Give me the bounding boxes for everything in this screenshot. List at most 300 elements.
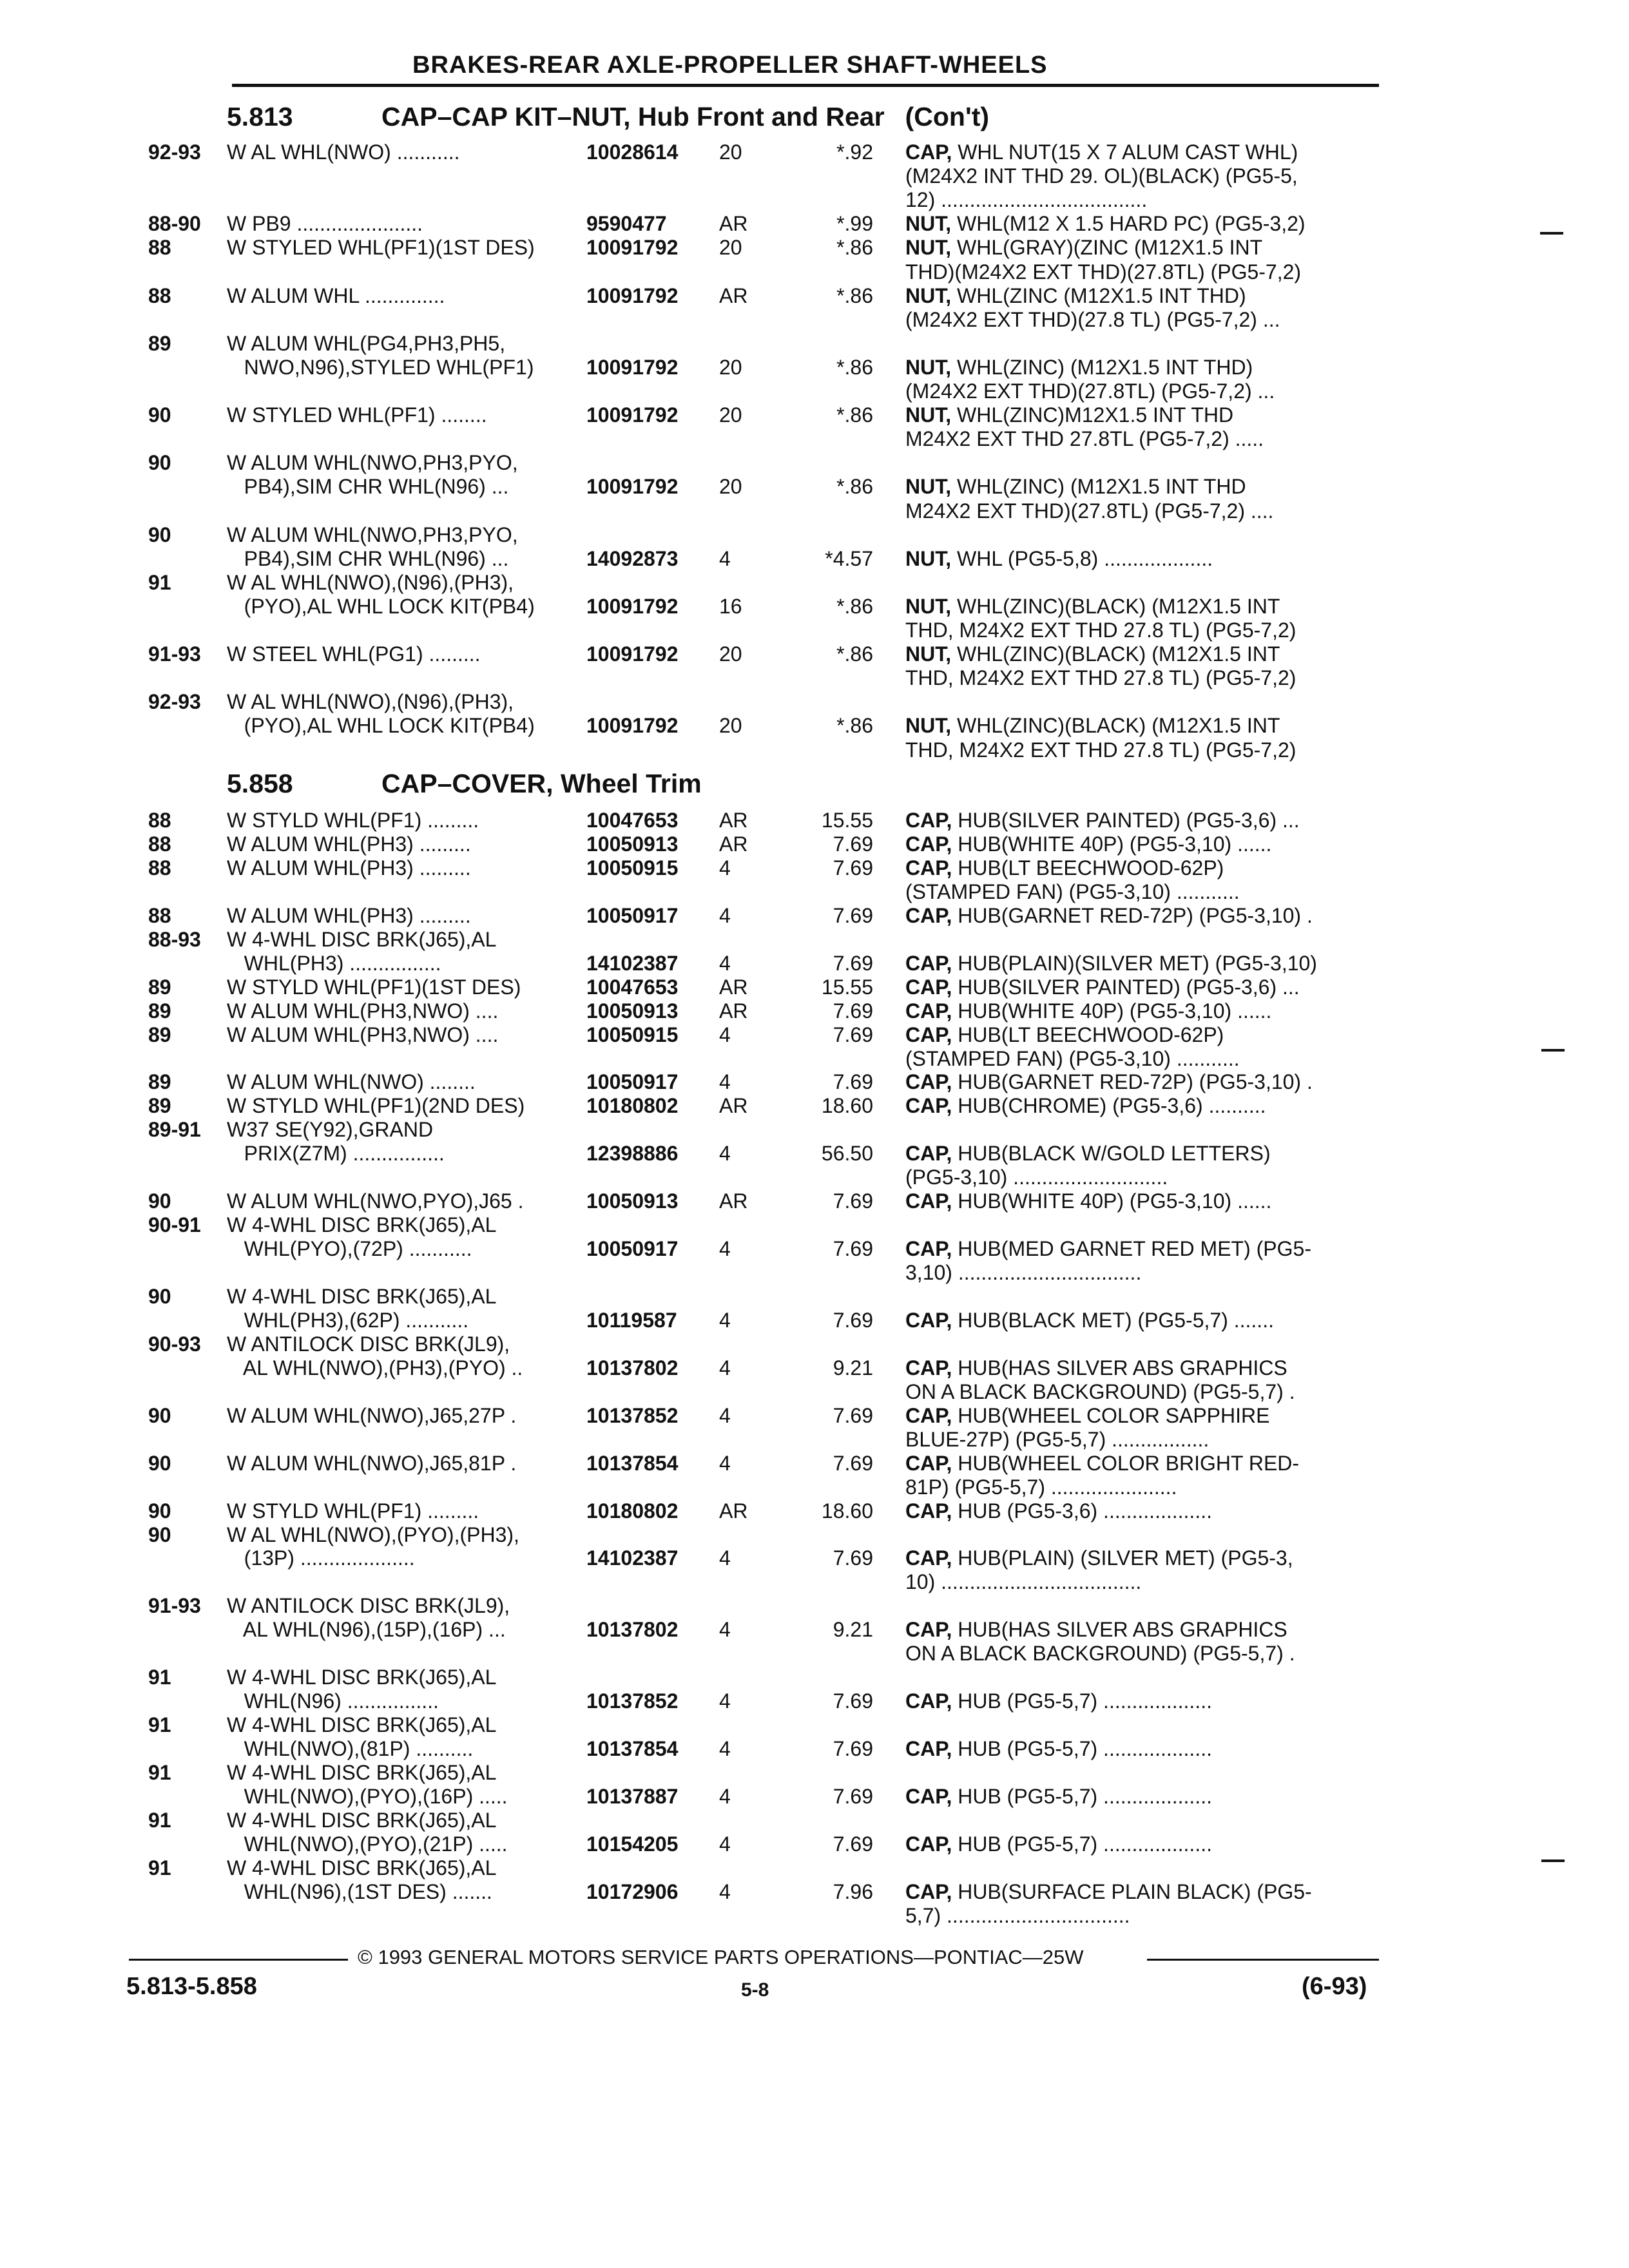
price: 7.69 — [833, 951, 873, 975]
part-number: 10050913 — [586, 999, 679, 1023]
part-number: 10180802 — [586, 1094, 679, 1118]
part-detail: WHL (PG5-5,8) ................... — [951, 546, 1213, 570]
part-noun: CAP, — [905, 1784, 952, 1808]
part-detail: HUB(SILVER PAINTED) (PG5-3,6) ... — [952, 975, 1300, 999]
part-detail: (M24X2 EXT THD)(27.8 TL) (PG5-7,2) ... — [905, 307, 1280, 331]
part-detail: HUB(SURFACE PLAIN BLACK) (PG5- — [952, 1879, 1312, 1903]
part-number: 14102387 — [586, 1546, 679, 1570]
part-detail: WHL NUT(15 X 7 ALUM CAST WHL) — [952, 140, 1298, 164]
part-description — [905, 1880, 1376, 1904]
price: 7.69 — [833, 1784, 873, 1808]
part-description — [905, 1737, 1376, 1761]
part-detail: 3,10) ................................ — [905, 1261, 1142, 1285]
price: 7.69 — [833, 1189, 873, 1213]
quantity: 4 — [719, 1784, 731, 1808]
usage-description: (PYO),AL WHL LOCK KIT(PB4) — [227, 714, 535, 738]
part-detail: M24X2 EXT THD 27.8TL (PG5-7,2) ..... — [905, 427, 1264, 451]
part-description — [905, 1356, 1376, 1380]
usage-description: WHL(PH3),(62P) ........... — [227, 1308, 469, 1332]
usage-description: WHL(PH3) ................ — [227, 951, 441, 975]
price: 7.69 — [833, 1451, 873, 1475]
price: 7.69 — [833, 1403, 873, 1427]
usage-description: W STYLD WHL(PF1)(2ND DES) — [227, 1094, 525, 1118]
quantity: 4 — [719, 1689, 731, 1713]
quantity: 20 — [719, 140, 742, 164]
part-detail: HUB(WHEEL COLOR BRIGHT RED- — [952, 1451, 1300, 1475]
part-detail: (STAMPED FAN) (PG5-3,10) ........... — [905, 879, 1240, 903]
part-noun: CAP, — [905, 1070, 952, 1094]
usage-description: (13P) .................... — [227, 1546, 415, 1570]
usage-description: W ALUM WHL .............. — [227, 284, 445, 307]
part-description — [905, 880, 1376, 904]
quantity: AR — [719, 975, 748, 999]
usage-description: WHL(N96) ................ — [227, 1689, 439, 1713]
model-year: 88 — [148, 856, 171, 879]
part-number: 10091792 — [586, 475, 679, 499]
part-description — [905, 619, 1376, 642]
part-noun: CAP, — [905, 1094, 952, 1118]
part-number: 10050917 — [586, 903, 679, 927]
part-description — [905, 1189, 1376, 1213]
price: 7.69 — [833, 903, 873, 927]
model-year: 90 — [148, 523, 171, 546]
part-noun: CAP, — [905, 1189, 952, 1213]
part-detail: HUB(MED GARNET RED MET) (PG5- — [952, 1237, 1311, 1261]
part-detail: HUB(SILVER PAINTED) (PG5-3,6) ... — [952, 809, 1300, 832]
price: 7.69 — [833, 856, 873, 879]
model-year: 90 — [148, 1499, 171, 1523]
part-description — [905, 1452, 1376, 1475]
part-noun: CAP, — [905, 1403, 952, 1427]
quantity: 4 — [719, 1618, 731, 1642]
price: 9.21 — [833, 1356, 873, 1379]
part-description — [905, 999, 1376, 1023]
part-number: 10091792 — [586, 403, 679, 427]
usage-description: W 4-WHL DISC BRK(J65),AL — [227, 1856, 497, 1879]
price: 7.69 — [833, 1308, 873, 1332]
part-description — [905, 547, 1376, 571]
part-number: 10050917 — [586, 1237, 679, 1261]
part-number: 10028614 — [586, 140, 679, 164]
part-description — [905, 1832, 1376, 1856]
model-year: 90 — [148, 451, 171, 475]
part-number: 10050913 — [586, 1189, 679, 1213]
part-number: 10172906 — [586, 1879, 679, 1903]
part-detail: HUB(CHROME) (PG5-3,6) .......... — [952, 1094, 1266, 1118]
model-year: 89 — [148, 331, 171, 355]
quantity: 4 — [719, 951, 731, 975]
section-heading-5858 — [227, 769, 702, 799]
quantity: 4 — [719, 903, 731, 927]
price: 7.69 — [833, 999, 873, 1023]
part-description — [905, 1618, 1376, 1642]
price: *4.57 — [825, 546, 873, 570]
part-detail: THD, M24X2 EXT THD 27.8 TL) (PG5-7,2) — [905, 666, 1296, 690]
usage-description: WHL(NWO),(PYO),(21P) ..... — [227, 1832, 508, 1856]
part-detail: THD)(M24X2 EXT THD)(27.8TL) (PG5-7,2) — [905, 260, 1302, 284]
quantity: 4 — [719, 1737, 731, 1761]
part-number: 10047653 — [586, 809, 679, 832]
usage-description: W37 SE(Y92),GRAND — [227, 1118, 434, 1142]
section-continued: (Con't) — [905, 102, 990, 131]
part-description — [905, 1404, 1376, 1428]
price: *.86 — [836, 475, 873, 499]
part-number: 10050915 — [586, 856, 679, 879]
footer-page-number: 5-8 — [741, 1979, 769, 2001]
footer-date: (6-93) — [1302, 1973, 1367, 2000]
part-detail: HUB(LT BEECHWOOD-62P) — [952, 856, 1224, 879]
price: 18.60 — [821, 1094, 873, 1118]
price: *.86 — [836, 236, 873, 260]
quantity: 20 — [719, 403, 742, 427]
usage-description: W STYLED WHL(PF1)(1ST DES) — [227, 236, 535, 260]
part-number: 10137802 — [586, 1356, 679, 1379]
part-number: 10050917 — [586, 1070, 679, 1094]
part-detail: WHL(ZINC) (M12X1.5 INT THD) — [951, 355, 1253, 379]
part-number: 10091792 — [586, 594, 679, 618]
part-description — [905, 1309, 1376, 1332]
model-year: 91 — [148, 1666, 171, 1689]
usage-description: W ANTILOCK DISC BRK(JL9), — [227, 1332, 510, 1356]
part-number: 10091792 — [586, 355, 679, 379]
quantity: 4 — [719, 1832, 731, 1856]
part-description — [905, 1380, 1376, 1404]
model-year: 90 — [148, 1189, 171, 1213]
price: *.86 — [836, 642, 873, 666]
part-detail: HUB(LT BEECHWOOD-62P) — [952, 1023, 1224, 1046]
part-description — [905, 666, 1376, 690]
usage-description: W AL WHL(NWO) ........... — [227, 140, 460, 164]
model-year: 88 — [148, 236, 171, 260]
part-description — [905, 642, 1376, 666]
quantity: AR — [719, 1189, 748, 1213]
price: *.86 — [836, 594, 873, 618]
part-description — [905, 1689, 1376, 1713]
usage-description: W ALUM WHL(PH3) ......... — [227, 903, 471, 927]
part-description — [905, 1428, 1376, 1452]
part-description — [905, 1499, 1376, 1523]
part-number: 10137852 — [586, 1403, 679, 1427]
price: 15.55 — [821, 809, 873, 832]
footer-section-range: 5.813-5.858 — [126, 1973, 257, 2000]
part-noun: NUT, — [905, 714, 952, 738]
section-number: 5.813 — [227, 102, 293, 131]
part-description — [905, 1047, 1376, 1071]
model-year: 88 — [148, 832, 171, 856]
part-detail: HUB (PG5-3,6) ................... — [952, 1499, 1212, 1523]
part-detail: HUB(HAS SILVER ABS GRAPHICS — [952, 1356, 1287, 1379]
part-description — [905, 308, 1376, 332]
part-number: 12398886 — [586, 1142, 679, 1166]
part-noun: NUT, — [905, 355, 952, 379]
part-detail: WHL(ZINC)(BLACK) (M12X1.5 INT — [951, 642, 1280, 666]
part-noun: CAP, — [905, 1618, 952, 1642]
model-year: 88-93 — [148, 927, 201, 951]
model-year: 89 — [148, 999, 171, 1023]
part-description — [905, 904, 1376, 928]
price: 7.69 — [833, 1737, 873, 1761]
usage-description: W ALUM WHL(PH3,NWO) .... — [227, 1023, 499, 1046]
model-year: 91 — [148, 1761, 171, 1784]
usage-description: W STYLD WHL(PF1) ......... — [227, 809, 479, 832]
part-description — [905, 952, 1376, 975]
part-description — [905, 714, 1376, 738]
part-noun: CAP, — [905, 903, 952, 927]
part-noun: NUT, — [905, 594, 952, 618]
quantity: 20 — [719, 475, 742, 499]
part-detail: WHL(ZINC (M12X1.5 INT THD) — [951, 284, 1246, 307]
part-detail: ON A BLACK BACKGROUND) (PG5-5,7) . — [905, 1379, 1295, 1403]
usage-description: W ALUM WHL(PH3,NWO) .... — [227, 999, 499, 1023]
part-detail: WHL(ZINC)M12X1.5 INT THD — [951, 403, 1234, 427]
part-description — [905, 738, 1376, 762]
price: *.99 — [836, 212, 873, 236]
quantity: AR — [719, 809, 748, 832]
quantity: 20 — [719, 236, 742, 260]
part-description — [905, 1023, 1376, 1047]
model-year: 92-93 — [148, 140, 201, 164]
price: 15.55 — [821, 975, 873, 999]
usage-description: W 4-WHL DISC BRK(J65),AL — [227, 1808, 497, 1832]
part-description — [905, 1475, 1376, 1499]
part-detail: 12) .................................... — [905, 188, 1148, 212]
usage-description: W ALUM WHL(NWO,PH3,PYO, — [227, 451, 518, 475]
price: 7.96 — [833, 1879, 873, 1903]
usage-description: W AL WHL(NWO),(PYO),(PH3), — [227, 1523, 519, 1546]
part-detail: HUB(WHITE 40P) (PG5-3,10) ...... — [952, 832, 1272, 856]
usage-description: WHL(NWO),(81P) .......... — [227, 1737, 474, 1761]
part-description — [905, 809, 1376, 832]
usage-description: W ALUM WHL(NWO,PYO),J65 . — [227, 1189, 524, 1213]
part-description — [905, 1904, 1376, 1928]
part-noun: CAP, — [905, 140, 952, 164]
part-detail: HUB(PLAIN) (SILVER MET) (PG5-3, — [952, 1546, 1293, 1570]
quantity: AR — [719, 1094, 748, 1118]
price: 9.21 — [833, 1618, 873, 1642]
part-noun: NUT, — [905, 546, 952, 570]
model-year: 90-93 — [148, 1332, 201, 1356]
part-description — [905, 1642, 1376, 1666]
part-number: 14102387 — [586, 951, 679, 975]
model-year: 91 — [148, 1713, 171, 1737]
quantity: 20 — [719, 355, 742, 379]
part-description — [905, 1094, 1376, 1118]
part-description — [905, 1142, 1376, 1166]
model-year: 90 — [148, 403, 171, 427]
part-description — [905, 1237, 1376, 1261]
part-detail: WHL(M12 X 1.5 HARD PC) (PG5-3,2) — [951, 212, 1306, 236]
part-description — [905, 284, 1376, 308]
usage-description: W 4-WHL DISC BRK(J65),AL — [227, 1761, 497, 1784]
quantity: 4 — [719, 1023, 731, 1046]
part-noun: CAP, — [905, 1308, 952, 1332]
quantity: 4 — [719, 1451, 731, 1475]
part-number: 10091792 — [586, 284, 679, 307]
part-detail: HUB(BLACK W/GOLD LETTERS) — [952, 1142, 1271, 1166]
usage-description: W AL WHL(NWO),(N96),(PH3), — [227, 570, 514, 594]
quantity: AR — [719, 212, 748, 236]
part-noun: CAP, — [905, 975, 952, 999]
part-number: 10137854 — [586, 1737, 679, 1761]
usage-description: W STYLD WHL(PF1)(1ST DES) — [227, 975, 521, 999]
part-description — [905, 1546, 1376, 1570]
usage-description: W ALUM WHL(PG4,PH3,PH5, — [227, 331, 506, 355]
usage-description: W ALUM WHL(NWO),J65,81P . — [227, 1451, 517, 1475]
part-noun: CAP, — [905, 999, 952, 1023]
footer-copyright: © 1993 GENERAL MOTORS SERVICE PARTS OPERATIONS—PONTIAC—25W — [358, 1946, 1084, 1968]
model-year: 90 — [148, 1403, 171, 1427]
part-noun: CAP, — [905, 856, 952, 879]
footer-rule-left — [129, 1959, 348, 1961]
model-year: 88 — [148, 903, 171, 927]
section-title: CAP–CAP KIT–NUT, Hub Front and Rear — [381, 102, 885, 131]
part-detail: WHL(GRAY)(ZINC (M12X1.5 INT — [951, 236, 1263, 260]
usage-description: W STYLED WHL(PF1) ........ — [227, 403, 487, 427]
part-number: 10154205 — [586, 1832, 679, 1856]
part-description — [905, 475, 1376, 499]
quantity: 4 — [719, 1308, 731, 1332]
part-noun: NUT, — [905, 475, 952, 499]
part-detail: WHL(ZINC)(BLACK) (M12X1.5 INT — [951, 594, 1280, 618]
part-description — [905, 140, 1376, 164]
part-detail: HUB (PG5-5,7) ................... — [952, 1689, 1212, 1713]
usage-description: W STYLD WHL(PF1) ......... — [227, 1499, 479, 1523]
part-number: 10047653 — [586, 975, 679, 999]
part-description — [905, 499, 1376, 523]
part-detail: (M24X2 INT THD 29. OL)(BLACK) (PG5-5, — [905, 164, 1298, 188]
usage-description: W 4-WHL DISC BRK(J65),AL — [227, 927, 497, 951]
quantity: 4 — [719, 1142, 731, 1166]
quantity: 4 — [719, 1879, 731, 1903]
part-description — [905, 856, 1376, 880]
part-detail: HUB (PG5-5,7) ................... — [952, 1784, 1212, 1808]
usage-description: (PYO),AL WHL LOCK KIT(PB4) — [227, 594, 535, 618]
model-year: 91 — [148, 1856, 171, 1879]
part-description — [905, 427, 1376, 451]
part-description — [905, 595, 1376, 619]
part-noun: CAP, — [905, 1023, 952, 1046]
usage-description: W ALUM WHL(NWO,PH3,PYO, — [227, 523, 518, 546]
part-number: 10137852 — [586, 1689, 679, 1713]
part-number: 9590477 — [586, 212, 667, 236]
part-noun: CAP, — [905, 1832, 952, 1856]
part-noun: CAP, — [905, 809, 952, 832]
part-description — [905, 1166, 1376, 1189]
usage-description: W ANTILOCK DISC BRK(JL9), — [227, 1594, 510, 1618]
section-title: CAP–COVER, Wheel Trim — [381, 769, 702, 798]
part-number: 10137854 — [586, 1451, 679, 1475]
quantity: AR — [719, 1499, 748, 1523]
part-detail: (M24X2 EXT THD)(27.8TL) (PG5-7,2) ... — [905, 380, 1275, 403]
model-year: 90-91 — [148, 1213, 201, 1237]
model-year: 91 — [148, 570, 171, 594]
model-year: 89 — [148, 1023, 171, 1046]
price: *.86 — [836, 355, 873, 379]
part-noun: CAP, — [905, 1546, 952, 1570]
part-description — [905, 1570, 1376, 1594]
usage-description: W ALUM WHL(PH3) ......... — [227, 856, 471, 879]
footer-rule-right — [1147, 1959, 1379, 1961]
part-description — [905, 236, 1376, 260]
part-description — [905, 975, 1376, 999]
price: 7.69 — [833, 1070, 873, 1094]
model-year: 89-91 — [148, 1118, 201, 1142]
model-year: 89 — [148, 1070, 171, 1094]
part-description — [905, 260, 1376, 284]
price: *.86 — [836, 403, 873, 427]
part-number: 14092873 — [586, 546, 679, 570]
price: *.92 — [836, 140, 873, 164]
quantity: 4 — [719, 1356, 731, 1379]
part-noun: CAP, — [905, 1499, 952, 1523]
header-rule — [232, 84, 1379, 87]
quantity: AR — [719, 284, 748, 307]
part-detail: HUB(HAS SILVER ABS GRAPHICS — [952, 1618, 1287, 1642]
usage-description: WHL(PYO),(72P) ........... — [227, 1237, 472, 1261]
usage-description: W 4-WHL DISC BRK(J65),AL — [227, 1285, 497, 1308]
usage-description: PRIX(Z7M) ................ — [227, 1142, 445, 1166]
part-noun: CAP, — [905, 1451, 952, 1475]
part-detail: BLUE-27P) (PG5-5,7) ................. — [905, 1427, 1210, 1451]
part-description — [905, 380, 1376, 403]
usage-description: W AL WHL(NWO),(N96),(PH3), — [227, 690, 514, 714]
usage-description: W STEEL WHL(PG1) ......... — [227, 642, 481, 666]
quantity: 20 — [719, 714, 742, 738]
part-detail: HUB (PG5-5,7) ................... — [952, 1832, 1212, 1856]
part-detail: HUB(BLACK MET) (PG5-5,7) ....... — [952, 1308, 1274, 1332]
model-year: 91-93 — [148, 642, 201, 666]
part-description — [905, 1785, 1376, 1809]
margin-mark — [1541, 1049, 1565, 1052]
usage-description: AL WHL(NWO),(PH3),(PYO) .. — [227, 1356, 523, 1379]
quantity: 16 — [719, 594, 742, 618]
part-noun: NUT, — [905, 403, 952, 427]
margin-mark — [1540, 232, 1563, 235]
part-detail: HUB(GARNET RED-72P) (PG5-3,10) . — [952, 1070, 1313, 1094]
price: 7.69 — [833, 1689, 873, 1713]
part-number: 10091792 — [586, 236, 679, 260]
part-detail: ON A BLACK BACKGROUND) (PG5-5,7) . — [905, 1642, 1295, 1666]
quantity: AR — [719, 999, 748, 1023]
part-noun: CAP, — [905, 1356, 952, 1379]
part-description — [905, 1261, 1376, 1285]
usage-description: W 4-WHL DISC BRK(J65),AL — [227, 1666, 497, 1689]
model-year: 88 — [148, 809, 171, 832]
quantity: 4 — [719, 1403, 731, 1427]
part-detail: M24X2 EXT THD)(27.8TL) (PG5-7,2) .... — [905, 499, 1274, 523]
usage-description: AL WHL(N96),(15P),(16P) ... — [227, 1618, 506, 1642]
part-number: 10119587 — [586, 1308, 677, 1332]
part-detail: THD, M24X2 EXT THD 27.8 TL) (PG5-7,2) — [905, 738, 1296, 762]
model-year: 88-90 — [148, 212, 201, 236]
part-detail: (PG5-3,10) ........................... — [905, 1166, 1168, 1189]
part-number: 10137802 — [586, 1618, 679, 1642]
part-number: 10137887 — [586, 1784, 679, 1808]
part-detail: HUB(WHEEL COLOR SAPPHIRE — [952, 1403, 1270, 1427]
price: *.86 — [836, 284, 873, 307]
part-number: 10180802 — [586, 1499, 679, 1523]
part-noun: NUT, — [905, 212, 952, 236]
part-detail: HUB (PG5-5,7) ................... — [952, 1737, 1212, 1761]
model-year: 91-93 — [148, 1594, 201, 1618]
section-heading-5813 — [227, 102, 989, 132]
price: 7.69 — [833, 832, 873, 856]
usage-description: W 4-WHL DISC BRK(J65),AL — [227, 1213, 497, 1237]
part-noun: CAP, — [905, 1689, 952, 1713]
model-year: 90 — [148, 1451, 171, 1475]
price: 18.60 — [821, 1499, 873, 1523]
quantity: 20 — [719, 642, 742, 666]
